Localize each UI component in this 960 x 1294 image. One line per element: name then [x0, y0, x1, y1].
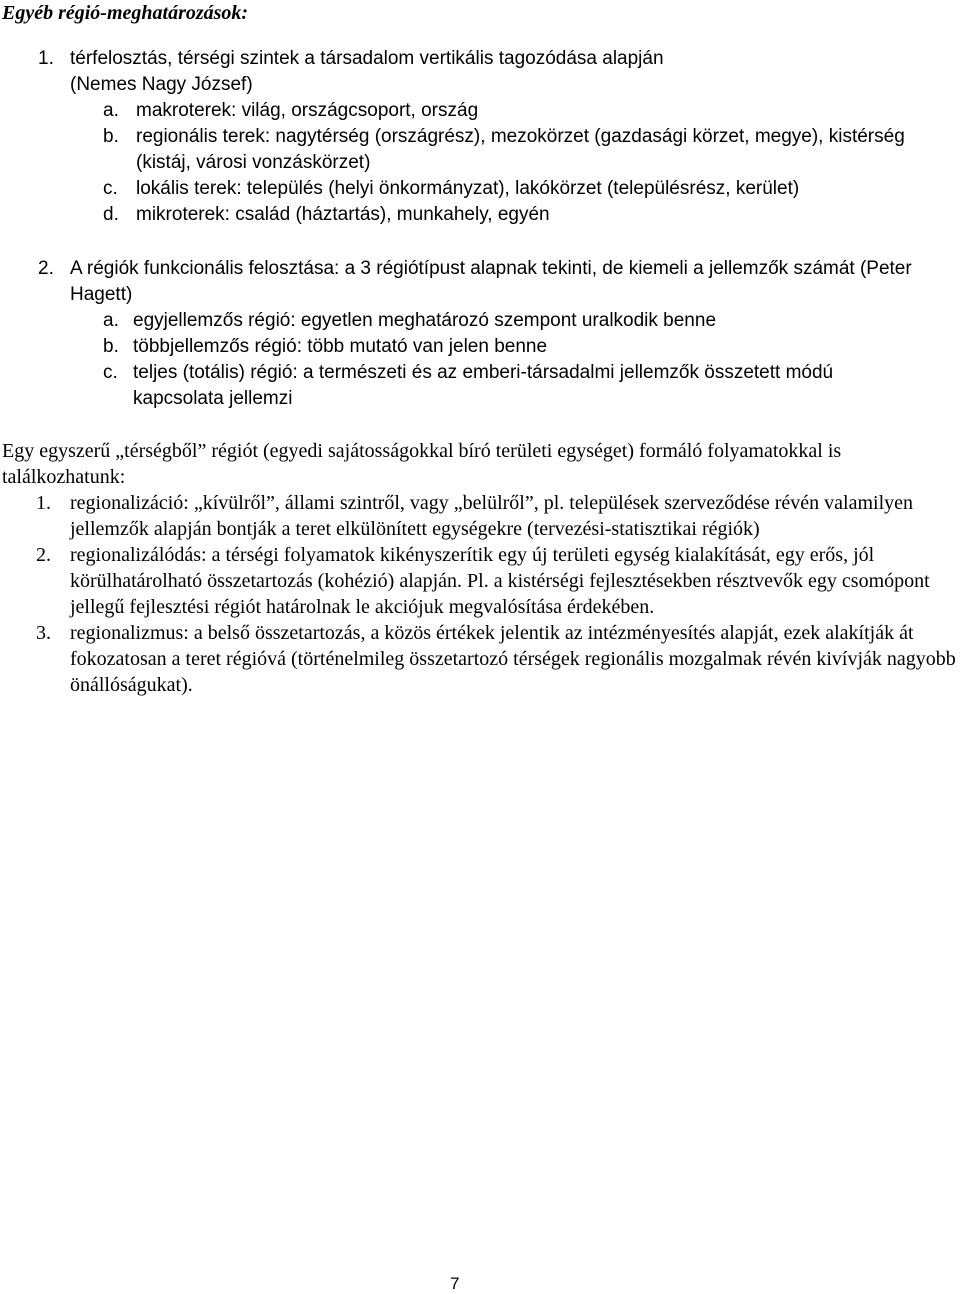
list-marker: 1. [38, 48, 54, 69]
intro-paragraph: Egy egyszerű „térségből” régiót (egyedi sajátosságokkal bíró területi egységet) formáló folyamatokkal is találkozhatunk: [2, 440, 842, 488]
sublist-item [0, 98, 960, 124]
list-item-text: regionalizáció: „kívülről”, állami szintről, vagy „belülről”, pl. települések szerveződése révén valamilyen jellemzők alapján bontják a teret elkülönített egységekre (tervezési-statisztikai régiók) [70, 492, 913, 540]
list-item [0, 542, 960, 620]
list-marker: 2. [36, 544, 51, 566]
sublist-1 [0, 98, 960, 228]
list-marker: b. [103, 336, 119, 357]
list-item-text: lokális terek: település (helyi önkormányzat), lakókörzet (településrész, kerület) [136, 178, 800, 199]
list-marker: 3. [36, 622, 51, 644]
list-item [0, 620, 960, 698]
sublist-item [0, 334, 960, 360]
processes-list [0, 490, 960, 698]
list-item-text: regionális terek: nagytérség (országrész), mezokörzet (gazdasági körzet, megye), kistérség (kistáj, városi vonzáskörzet) [136, 126, 905, 173]
sublist-item [0, 202, 960, 228]
list-item-text: mikroterek: család (háztartás), munkahely, egyén [136, 204, 550, 225]
list-marker: 1. [36, 492, 51, 514]
list-item-text: makroterek: világ, országcsoport, ország [136, 100, 479, 121]
list-marker: c. [103, 362, 118, 383]
page-number: 7 [450, 1274, 460, 1293]
sublist-item [0, 176, 960, 202]
list-item-text: A régiók funkcionális felosztása: a 3 régiótípust alapnak tekinti, de kiemeli a jellemzők számát (Peter Hagett) [70, 258, 912, 305]
list-item-text: többjellemzős régió: több mutató van jelen benne [133, 336, 548, 357]
sublist-2 [0, 308, 960, 412]
list-marker: a. [103, 310, 119, 331]
list-item-text: egyjellemzős régió: egyetlen meghatározó szempont uralkodik benne [133, 310, 717, 331]
list-item [0, 490, 960, 542]
list-marker: a. [103, 100, 119, 121]
list-marker: c. [103, 178, 118, 199]
list-item [0, 46, 960, 98]
list-item-text: regionalizálódás: a térségi folyamatok kikényszerítik egy új területi egység kialakítását, egy erős, jól körülhatárolható összetartozás (kohézió) alapján. Pl. a kistérségi fejlesztésekben résztvevők egy csomópont jellegű fejlesztési régiót határolnak le akciójuk megvalósítása érdekében. [70, 544, 930, 618]
region-definitions-list-2 [0, 256, 960, 308]
list-marker: b. [103, 126, 119, 147]
section-heading: Egyéb régió-meghatározások: [2, 2, 249, 24]
region-definitions-list [0, 46, 960, 98]
list-item-text: térfelosztás, térségi szintek a társadalom vertikális tagozódása alapján (Nemes Nagy József) [70, 48, 664, 95]
sublist-item [0, 308, 960, 334]
sublist-item [0, 124, 960, 176]
list-marker: d. [103, 204, 119, 225]
list-item [0, 256, 960, 308]
list-item-text: teljes (totális) régió: a természeti és az emberi-társadalmi jellemzők összetett módú kapcsolata jellemzi [133, 362, 834, 409]
list-item-text: regionalizmus: a belső összetartozás, a közös értékek jelentik az intézményesítés alapját, ezek alakítják át fokozatosan a teret régióvá (történelmileg összetartozó térségek regionális mozgalmak révén kivívják nagyobb önállóságukat). [70, 622, 956, 696]
sublist-item [0, 360, 960, 412]
list-marker: 2. [38, 258, 54, 279]
